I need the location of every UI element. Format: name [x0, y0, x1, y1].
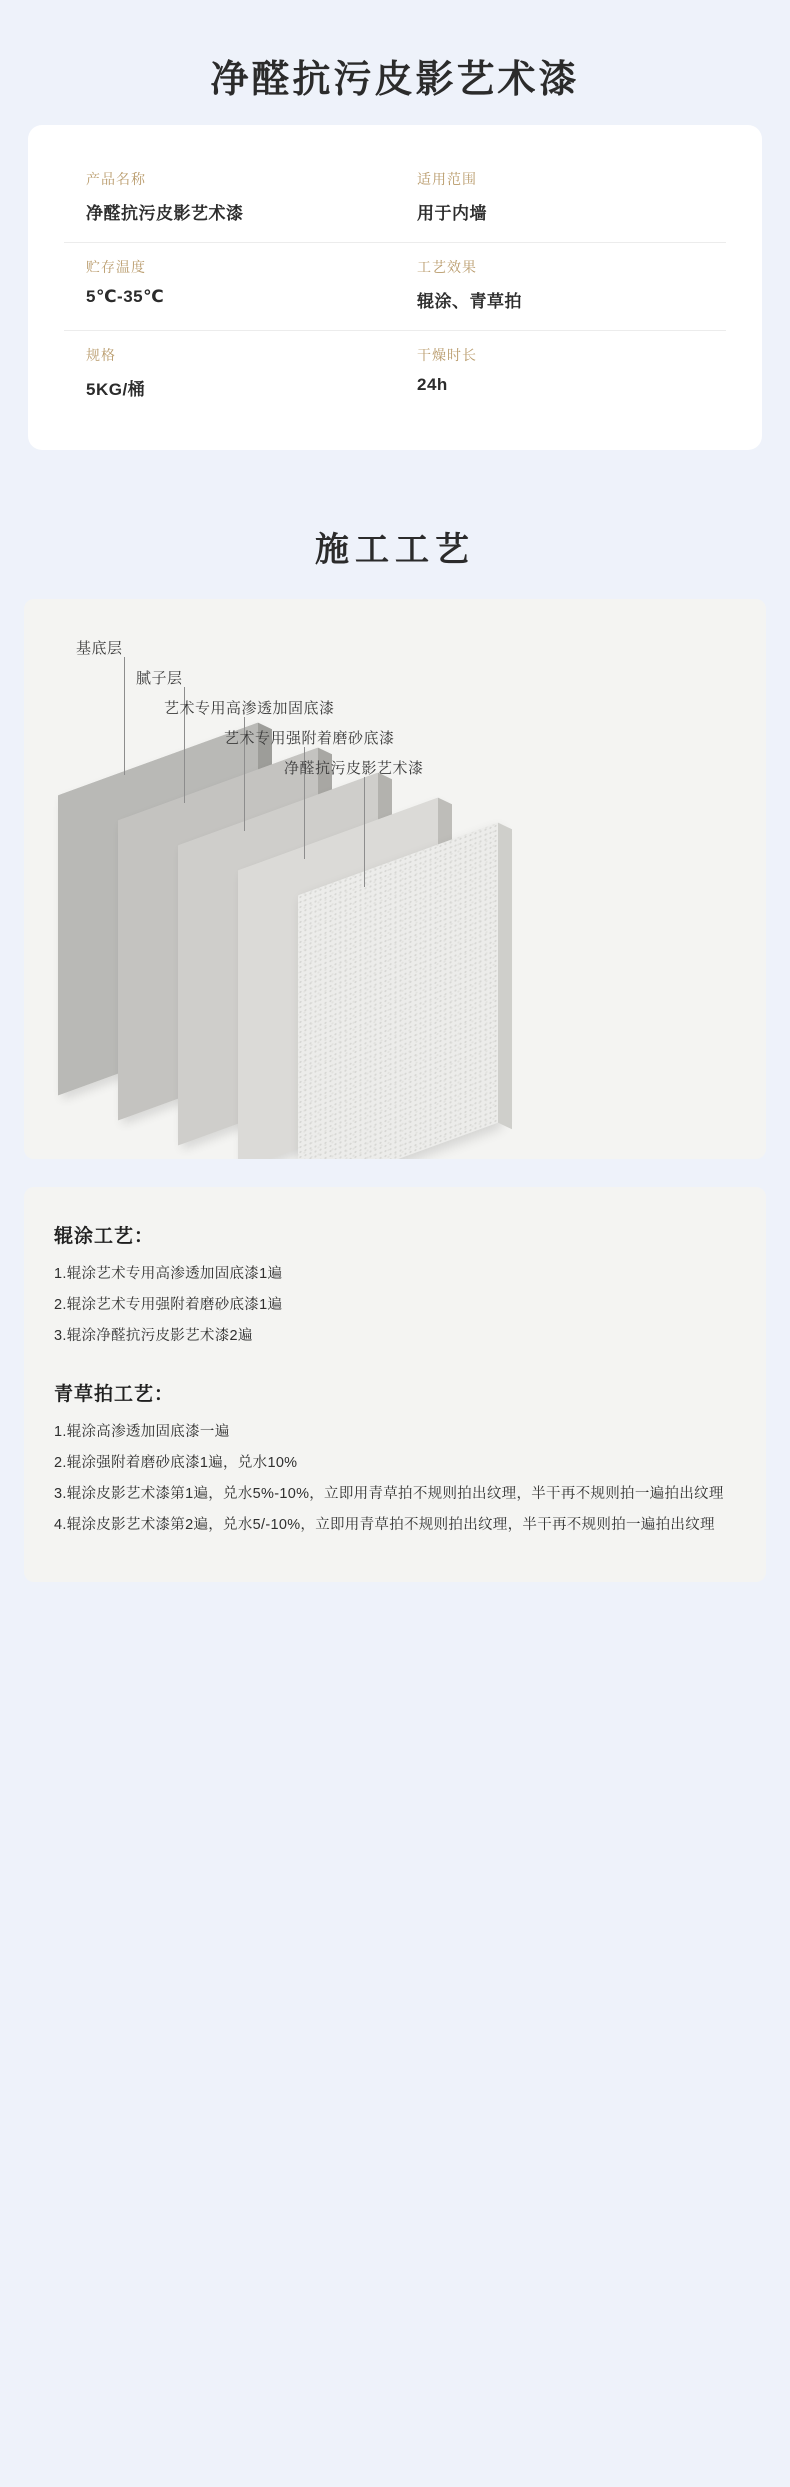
spec-value: 24h	[417, 375, 448, 394]
process-step: 3.辊涂净醛抗污皮影艺术漆2遍	[54, 1328, 253, 1344]
leader-line	[124, 657, 125, 775]
spec-value: 用于内墙	[417, 204, 487, 223]
spec-label: 干燥时长	[417, 347, 477, 363]
spec-value: 5℃-35℃	[86, 287, 165, 306]
diagram-label-base: 基底层	[76, 640, 123, 657]
spec-value: 5KG/桶	[86, 380, 146, 399]
process-step: 1.辊涂高渗透加固底漆一遍	[54, 1424, 230, 1440]
spec-label: 工艺效果	[417, 259, 477, 275]
diagram-label-frosted-primer: 艺术专用强附着磨砂底漆	[224, 730, 395, 747]
spec-row	[64, 243, 726, 331]
spec-item-scope	[395, 169, 726, 224]
spec-item-product-name	[64, 169, 395, 224]
spec-card	[28, 125, 762, 450]
process-card	[24, 1187, 766, 1582]
layer-diagram	[24, 599, 766, 1159]
spec-label: 适用范围	[417, 171, 477, 187]
spec-item-size	[64, 345, 395, 400]
process-step: 4.辊涂皮影艺术漆第2遍，兑水5/-10%，立即用青草拍不规则拍出纹理，半干再不规则拍一遍拍出纹理	[54, 1517, 715, 1533]
spec-row	[64, 155, 726, 243]
spec-label: 贮存温度	[86, 259, 146, 275]
spec-item-drying-time	[395, 345, 726, 400]
process-step: 2.辊涂强附着磨砂底漆1遍，兑水10%	[54, 1455, 298, 1471]
process-heading-roller: 辊涂工艺：	[54, 1226, 155, 1247]
spec-item-storage-temperature	[64, 257, 395, 312]
page-title: 净醛抗污皮影艺术漆	[210, 59, 580, 101]
spec-label: 产品名称	[86, 171, 146, 187]
process-step: 3.辊涂皮影艺术漆第1遍，兑水5%-10%，立即用青草拍不规则拍出纹理，半干再不规则拍一遍拍出纹理	[54, 1486, 724, 1502]
spec-row	[64, 331, 726, 426]
spec-label: 规格	[86, 347, 116, 363]
leader-line	[364, 777, 365, 887]
process-step: 2.辊涂艺术专用强附着磨砂底漆1遍	[54, 1297, 283, 1313]
layer-side	[498, 823, 512, 1130]
process-step: 1.辊涂艺术专用高渗透加固底漆1遍	[54, 1266, 283, 1282]
process-heading-grass: 青草拍工艺：	[54, 1384, 175, 1405]
diagram-label-primer: 艺术专用高渗透加固底漆	[164, 700, 335, 717]
diagram-label-topcoat: 净醛抗污皮影艺术漆	[284, 760, 424, 777]
spec-item-effect	[395, 257, 726, 312]
diagram-label-putty: 腻子层	[136, 670, 183, 687]
section-title-construction: 施工工艺	[315, 531, 475, 569]
spec-value: 辊涂、青草拍	[417, 292, 522, 311]
spec-value: 净醛抗污皮影艺术漆	[86, 204, 244, 223]
